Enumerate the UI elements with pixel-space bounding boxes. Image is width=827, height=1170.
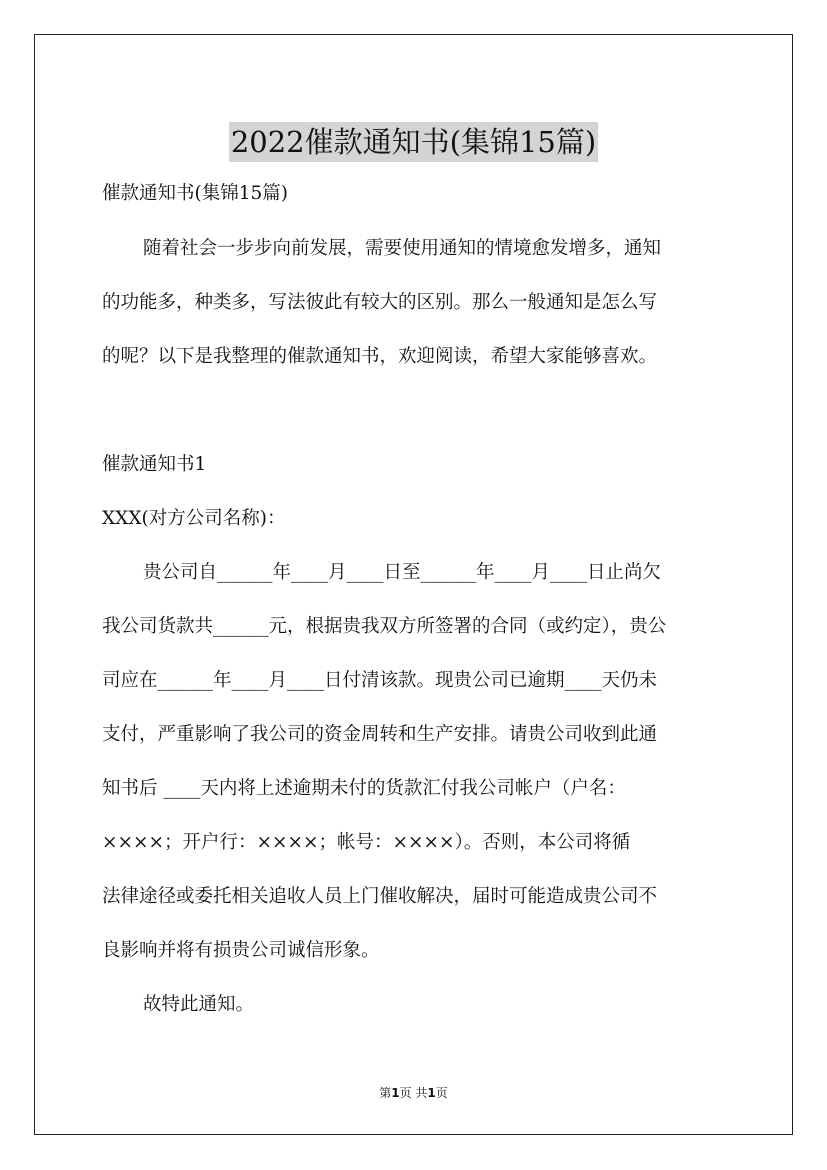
document-subtitle: 催款通知书(集锦15篇) <box>102 183 288 204</box>
footer-total-suffix: 页 <box>435 1086 448 1100</box>
body-line-6: ××××；开户行：××××；帐号：××××）。否则，本公司将循 <box>102 832 631 853</box>
salutation: XXX(对方公司名称)： <box>102 508 286 529</box>
body-line-4: 支付，严重影响了我公司的资金周转和生产安排。请贵公司收到此通 <box>102 724 658 745</box>
footer-page-number: 1 <box>391 1086 400 1100</box>
body-line-3: 司应在______年____月____日付清该款。现贵公司已逾期____天仍未 <box>102 670 658 691</box>
intro-line-2: 的功能多，种类多，写法彼此有较大的区别。那么一般通知是怎么写 <box>102 292 658 313</box>
footer-page-suffix: 页 共 <box>399 1086 428 1100</box>
intro-line-1: 随着社会一步步向前发展，需要使用通知的情境愈发增多，通知 <box>143 238 662 259</box>
title-container <box>0 103 827 182</box>
section-heading: 催款通知书1 <box>102 454 207 475</box>
body-line-7: 法律途径或委托相关追收人员上门催收解决，届时可能造成贵公司不 <box>102 886 658 907</box>
page-footer <box>0 1084 827 1101</box>
body-line-2: 我公司货款共______元，根据贵我双方所签署的合同（或约定），贵公 <box>102 616 667 637</box>
closing-line: 故特此通知。 <box>143 994 255 1015</box>
footer-page-prefix: 第 <box>379 1086 392 1100</box>
intro-line-3: 的呢？以下是我整理的催款通知书，欢迎阅读，希望大家能够喜欢。 <box>102 346 658 367</box>
body-line-5: 知书后 ____天内将上述逾期未付的货款汇付我公司帐户（户名： <box>102 778 626 799</box>
document-title: 2022催款通知书(集锦15篇) <box>229 122 598 162</box>
body-line-1: 贵公司自______年____月____日至______年____月____日止尚欠 <box>143 562 662 583</box>
footer-total-pages: 1 <box>427 1086 436 1100</box>
body-line-8: 良影响并将有损贵公司诚信形象。 <box>102 940 380 961</box>
